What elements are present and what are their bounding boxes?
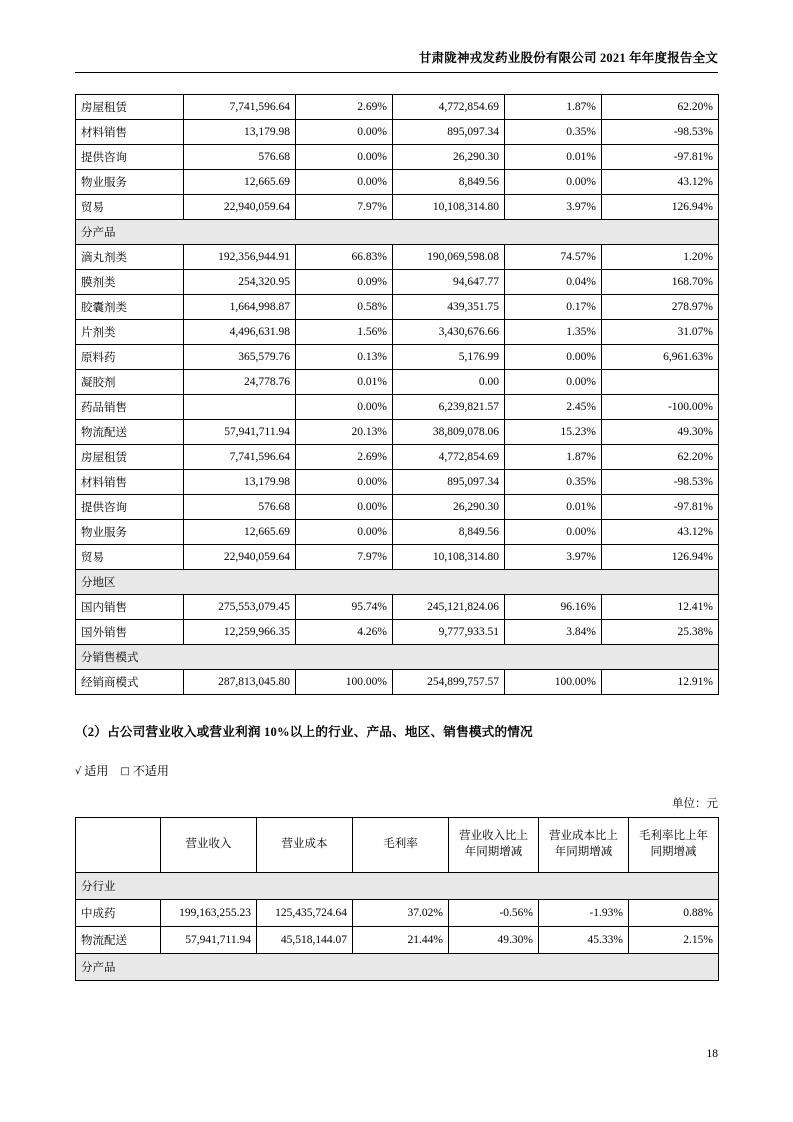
table-header-row [76,818,719,873]
row-label: 国外销售 [76,620,184,645]
row-value: 0.00% [296,145,393,170]
row-value: 1.20% [602,245,719,270]
table-row [76,545,719,570]
row-value: 0.00% [296,170,393,195]
column-header: 营业收入比上年同期增减 [449,818,539,873]
row-value: 6,239,821.57 [393,395,505,420]
table-section-row [76,570,719,595]
row-value: -1.93% [539,900,629,927]
applicability-line [75,762,718,779]
row-value: -98.53% [602,120,719,145]
header-title: 甘肃陇神戎发药业股份有限公司 2021 年年度报告全文 [418,51,718,65]
table-row [76,445,719,470]
row-value: 0.00% [505,345,602,370]
row-value: 365,579.76 [184,345,296,370]
row-value: 0.58% [296,295,393,320]
row-label: 中成药 [76,900,161,927]
row-value: 12.91% [602,670,719,695]
row-value: 100.00% [296,670,393,695]
row-value: 0.01% [296,370,393,395]
table-row [76,195,719,220]
row-value: 12.41% [602,595,719,620]
table-row [76,670,719,695]
major-segments-table [75,817,719,981]
row-label: 膜剂类 [76,270,184,295]
table-row [76,395,719,420]
row-value: 21.44% [353,927,449,954]
row-value: 0.00% [505,520,602,545]
table-row [76,620,719,645]
row-label: 提供咨询 [76,145,184,170]
section-row-label: 分行业 [76,873,719,900]
revenue-breakdown-table [75,94,719,695]
row-value: 2.69% [296,95,393,120]
row-value: 43.12% [602,170,719,195]
row-label: 药品销售 [76,395,184,420]
row-value: 3.97% [505,195,602,220]
row-value: 49.30% [449,927,539,954]
section-row-label: 分产品 [76,954,719,981]
row-value: 0.13% [296,345,393,370]
row-value: 278.97% [602,295,719,320]
table-row [76,95,719,120]
row-value: 0.09% [296,270,393,295]
section-row-label: 分产品 [76,220,719,245]
row-label: 贸易 [76,195,184,220]
row-value: 0.00 [393,370,505,395]
table-row [76,120,719,145]
row-value: 13,179.98 [184,120,296,145]
table-row [76,245,719,270]
table-row [76,170,719,195]
row-value: 1.35% [505,320,602,345]
row-value: 8,849.56 [393,170,505,195]
row-value: 2.45% [505,395,602,420]
row-value: 576.68 [184,145,296,170]
row-value: 7,741,596.64 [184,95,296,120]
row-value [602,370,719,395]
row-value: 95.74% [296,595,393,620]
row-value: -97.81% [602,145,719,170]
row-value: 15.23% [505,420,602,445]
row-label: 物业服务 [76,520,184,545]
row-value: 895,097.34 [393,120,505,145]
row-value: 62.20% [602,445,719,470]
row-value: 26,290.30 [393,495,505,520]
table-row [76,495,719,520]
row-value: 5,176.99 [393,345,505,370]
row-value: 0.00% [296,395,393,420]
page-header [75,0,718,66]
row-value: 3.97% [505,545,602,570]
row-label: 物流配送 [76,420,184,445]
row-value: -0.56% [449,900,539,927]
header-divider [75,72,718,73]
section-row-label: 分地区 [76,570,719,595]
row-value: 9,777,933.51 [393,620,505,645]
row-value: 100.00% [505,670,602,695]
row-label: 凝胶剂 [76,370,184,395]
row-value: 57,941,711.94 [184,420,296,445]
row-value: -97.81% [602,495,719,520]
row-value: 0.01% [505,145,602,170]
row-value: 895,097.34 [393,470,505,495]
not-applicable-label: 不适用 [132,764,169,778]
row-value: 7,741,596.64 [184,445,296,470]
row-value: 74.57% [505,245,602,270]
row-value: 45.33% [539,927,629,954]
column-header: 营业收入 [161,818,257,873]
row-value: 0.88% [629,900,719,927]
row-value: 576.68 [184,495,296,520]
row-value: 254,899,757.57 [393,670,505,695]
row-value: 190,069,598.08 [393,245,505,270]
row-value: 10,108,314.80 [393,545,505,570]
table-row [76,595,719,620]
row-value: 4,772,854.69 [393,95,505,120]
row-value: 12,665.69 [184,520,296,545]
row-label: 物业服务 [76,170,184,195]
row-value: 4,496,631.98 [184,320,296,345]
row-value: 287,813,045.80 [184,670,296,695]
applicable-label: 适用 [84,764,109,778]
table-row [76,345,719,370]
row-value: 126.94% [602,195,719,220]
row-label: 材料销售 [76,470,184,495]
row-value: 3,430,676.66 [393,320,505,345]
row-value: 0.01% [505,495,602,520]
row-value: 245,121,824.06 [393,595,505,620]
row-value: 66.83% [296,245,393,270]
row-label: 贸易 [76,545,184,570]
row-value: 43.12% [602,520,719,545]
row-value: 3.84% [505,620,602,645]
row-value: 168.70% [602,270,719,295]
row-value: 49.30% [602,420,719,445]
row-value: 0.00% [505,170,602,195]
row-value: 6,961.63% [602,345,719,370]
row-label: 胶囊剂类 [76,295,184,320]
row-value: 10,108,314.80 [393,195,505,220]
row-value: 24,778.76 [184,370,296,395]
row-value: 0.04% [505,270,602,295]
row-value [184,395,296,420]
section-row-label: 分销售模式 [76,645,719,670]
row-value: 8,849.56 [393,520,505,545]
applicable-checkbox[interactable]: √ [75,766,82,777]
row-label: 滴丸剂类 [76,245,184,270]
column-header: 毛利率 [353,818,449,873]
row-value: 20.13% [296,420,393,445]
row-value: 62.20% [602,95,719,120]
table-section-row [76,645,719,670]
row-value: 7.97% [296,195,393,220]
table-section-row [76,220,719,245]
row-value: 12,259,966.35 [184,620,296,645]
row-value: 2.69% [296,445,393,470]
row-label: 房屋租赁 [76,95,184,120]
row-label: 国内销售 [76,595,184,620]
table-row [76,370,719,395]
not-applicable-checkbox[interactable]: □ [120,766,130,777]
row-value: 25.38% [602,620,719,645]
row-value: 13,179.98 [184,470,296,495]
row-value: 0.00% [296,520,393,545]
row-label: 物流配送 [76,927,161,954]
row-value: 125,435,724.64 [257,900,353,927]
row-value: 1.56% [296,320,393,345]
table-row [76,320,719,345]
row-value: 0.17% [505,295,602,320]
table-row [76,470,719,495]
row-value: 4,772,854.69 [393,445,505,470]
row-value: 4.26% [296,620,393,645]
table-row [76,520,719,545]
row-value: 0.00% [296,495,393,520]
row-value: 45,518,144.07 [257,927,353,954]
row-value: 1,664,998.87 [184,295,296,320]
row-label: 提供咨询 [76,495,184,520]
row-value: 0.35% [505,470,602,495]
row-value: 12,665.69 [184,170,296,195]
row-value: 37.02% [353,900,449,927]
row-value: -100.00% [602,395,719,420]
row-value: 0.35% [505,120,602,145]
column-header: 营业成本比上年同期增减 [539,818,629,873]
table-row [76,420,719,445]
row-value: 96.16% [505,595,602,620]
row-value: 22,940,059.64 [184,545,296,570]
row-value: 254,320.95 [184,270,296,295]
row-value: -98.53% [602,470,719,495]
row-value: 439,351.75 [393,295,505,320]
table-row [76,900,719,927]
row-label: 经销商模式 [76,670,184,695]
row-label: 原料药 [76,345,184,370]
table-row [76,295,719,320]
table-section-row [76,954,719,981]
row-value: 0.00% [296,120,393,145]
row-value: 1.87% [505,445,602,470]
section-heading: （2）占公司营业收入或营业利润 10%以上的行业、产品、地区、销售模式的情况 [75,725,533,739]
row-label: 片剂类 [76,320,184,345]
row-value: 26,290.30 [393,145,505,170]
row-value: 94,647.77 [393,270,505,295]
table-row [76,270,719,295]
row-label: 材料销售 [76,120,184,145]
unit-note: 单位：元 [672,798,718,810]
row-value: 0.00% [296,470,393,495]
row-value: 22,940,059.64 [184,195,296,220]
row-value: 57,941,711.94 [161,927,257,954]
row-value: 275,553,079.45 [184,595,296,620]
row-value: 7.97% [296,545,393,570]
table-row [76,145,719,170]
table-row [76,927,719,954]
row-value: 1.87% [505,95,602,120]
row-value: 2.15% [629,927,719,954]
row-value: 31.07% [602,320,719,345]
page-number: 18 [706,1048,718,1060]
row-value: 199,163,255.23 [161,900,257,927]
row-value: 38,809,078.06 [393,420,505,445]
column-header: 营业成本 [257,818,353,873]
row-value: 192,356,944.91 [184,245,296,270]
column-header: 毛利率比上年同期增减 [629,818,719,873]
table-section-row [76,873,719,900]
row-value: 0.00% [505,370,602,395]
row-label: 房屋租赁 [76,445,184,470]
row-value: 126.94% [602,545,719,570]
column-header [76,818,161,873]
